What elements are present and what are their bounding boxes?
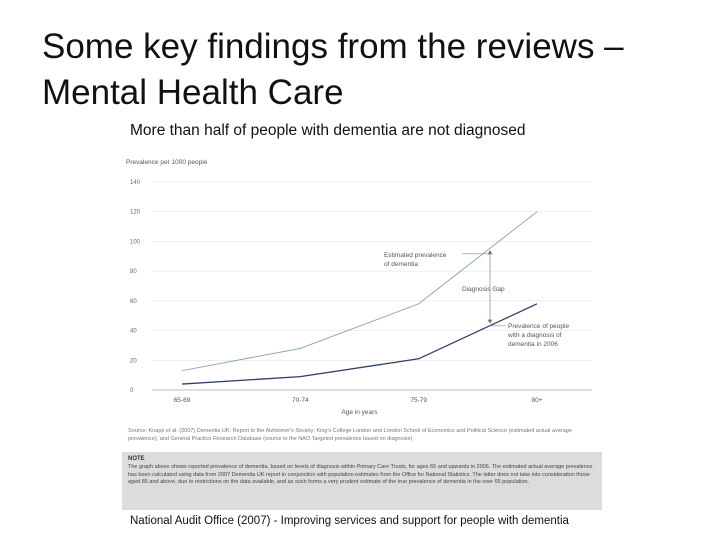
- annotation-estimated: Estimated prevalence: [384, 251, 447, 259]
- y-tick-label: 80: [130, 269, 137, 276]
- x-tick-label: 70-74: [292, 397, 309, 404]
- note-body: The graph above shows reported prevalence of dementia, based on levels of diagnosis within Primary Care Trusts, for ages 65 and upwards in 2006. The estimated actual average prevalence has been calculated using data from 2007 Dementia UK report in conjunction with population estimates from the Office for National Statistics. The latter does not take into consideration those aged 85 and above, due to restrictions on the data available, and as such forms a very prudent estimate of the true prevalence of dementia in the over 65 population.: [128, 464, 593, 485]
- y-axis-label: Prevalence per 1000 people: [126, 159, 208, 166]
- line-chart: [122, 150, 602, 430]
- x-axis-label: Age in years: [341, 409, 378, 416]
- x-tick-label: 65-69: [173, 397, 191, 404]
- diagnosis-gap-arrowhead-top: [488, 250, 493, 254]
- y-tick-label: 20: [130, 358, 137, 365]
- annotation-estimated: of dementia: [384, 260, 418, 268]
- chart-subtitle: More than half of people with dementia are not diagnosed: [130, 122, 526, 139]
- y-tick-label: 60: [130, 298, 137, 305]
- note-title: NOTE: [128, 456, 145, 462]
- y-tick-label: 140: [130, 180, 141, 186]
- source-caption: National Audit Office (2007) - Improving services and support for people with dementia: [130, 515, 569, 527]
- y-tick-label: 0: [130, 388, 134, 394]
- chart-figure: [122, 150, 602, 510]
- series-line-diagnosed: [182, 304, 537, 384]
- note-box: [122, 452, 602, 510]
- annotation-diagnosed: Prevalence of people: [508, 322, 570, 330]
- x-tick-label: 80+: [531, 397, 543, 404]
- annotation-diagnosed: with a diagnosis of: [508, 331, 562, 339]
- diagnosis-gap-arrowhead-bottom: [488, 320, 493, 324]
- y-tick-label: 40: [130, 328, 137, 335]
- annotation-diagnosed: dementia in 2006: [508, 340, 558, 348]
- slide-title: Some key findings from the reviews – Mental Health Care: [42, 27, 624, 112]
- y-tick-label: 100: [130, 239, 141, 246]
- x-tick-label: 75-79: [410, 397, 427, 404]
- annotation-diagnosis-gap: Diagnosis Gap: [462, 285, 505, 293]
- y-tick-label: 120: [130, 209, 141, 216]
- chart-source: Source: Knapp et al. (2007) Dementia UK: Report to the Alzheimer's Society; King's College London and London School of Economics and Political Science (estimated actual average prevalence), and General Practice Research Database (source to the NAO Targeted prevalence based on diagnosis): [128, 428, 572, 442]
